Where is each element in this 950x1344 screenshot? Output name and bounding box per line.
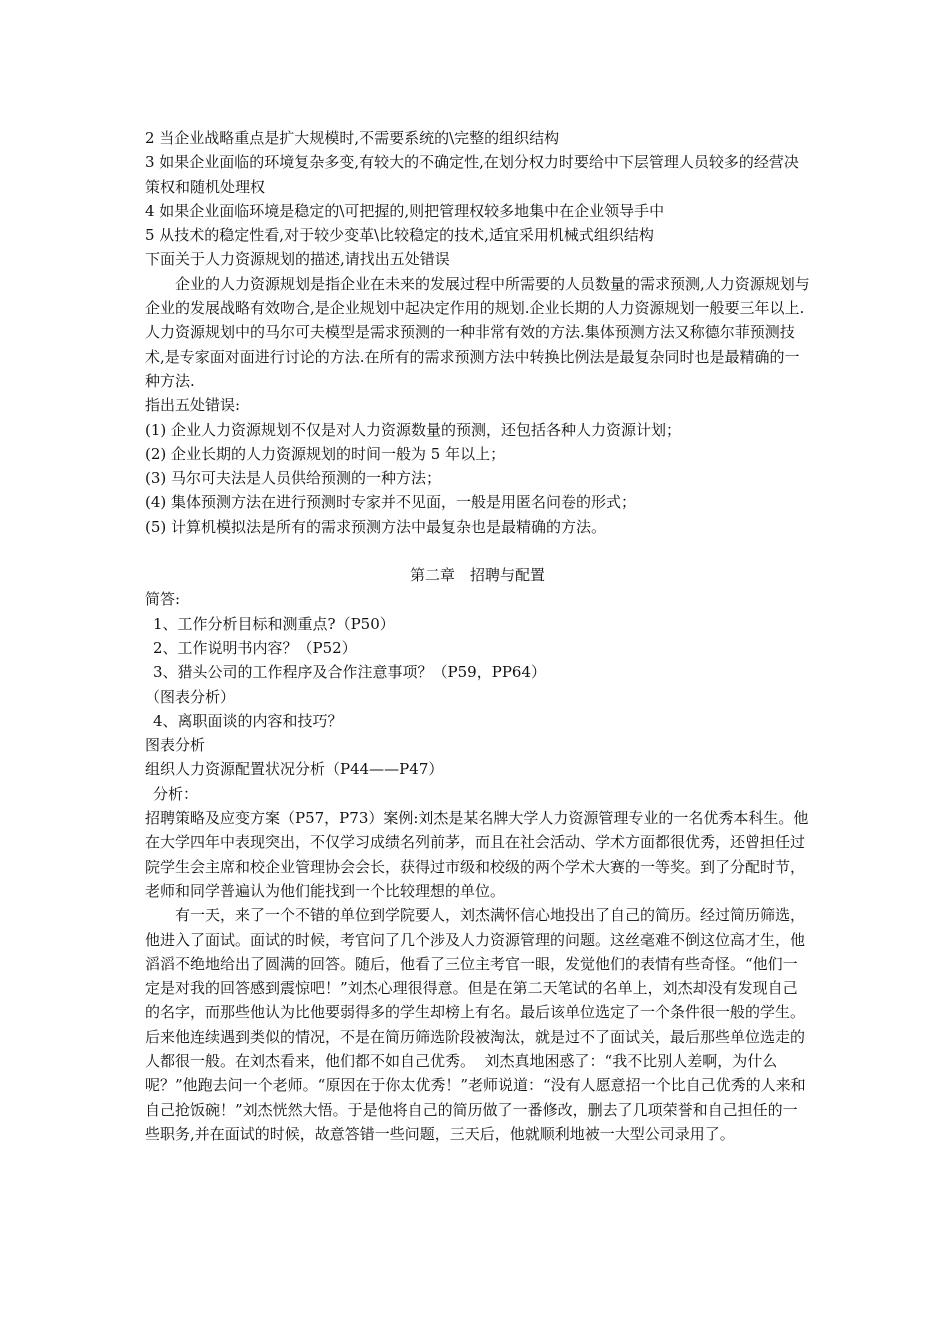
- answer-4: (4) 集体预测方法在进行预测时专家并不见面，一般是用匿名问卷的形式；: [145, 493, 637, 512]
- answer-5: (5) 计算机模拟法是所有的需求预测方法中最复杂也是最精确的方法。: [145, 517, 607, 536]
- org-structure-point-3: 3 如果企业面临的环境复杂多变,有较大的不确定性,在划分权力时要给中下层管理人员较多的经营决策权和随机处理权: [145, 153, 799, 196]
- short-answer-question-2: 2、工作说明书内容？（P52）: [153, 638, 357, 657]
- case-intro-paragraph: 招聘策略及应变方案（P57，P73）案例:刘杰是某名牌大学人力资源管理专业的一名优秀本科生。他在大学四年中表现突出，不仅学习成绩名列前茅，而且在社会活动、学术方面都很优秀，还曾担任过院学生会主席和校企业管理协会会长，获得过市级和校级的两个学术大赛的一等奖。到了分配时节，老师和同学普遍认为他们能找到一个比较理想的单位。: [145, 809, 809, 900]
- chart-analysis-note: （图表分析）: [145, 687, 236, 706]
- short-answer-question-1: 1、工作分析目标和测重点?（P50）: [153, 614, 395, 633]
- short-answer-question-4: 4、离职面谈的内容和技巧？: [153, 711, 343, 730]
- config-analysis-heading: 组织人力资源配置状况分析（P44——P47）: [145, 760, 444, 779]
- answer-3: (3) 马尔可夫法是人员供给预测的一种方法；: [145, 469, 442, 488]
- hr-planning-question: 下面关于人力资源规划的描述,请找出五处错误: [145, 250, 450, 269]
- org-structure-point-5: 5 从技术的稳定性看,对于较少变革\比较稳定的技术,适宜采用机械式组织结构: [145, 226, 654, 245]
- answer-heading: 指出五处错误:: [145, 396, 241, 415]
- org-structure-point-2: 2 当企业战略重点是扩大规模时,不需要系统的\完整的组织结构: [145, 129, 560, 147]
- answer-2: (2) 企业长期的人力资源规划的时间一般为 5 年以上；: [145, 444, 506, 463]
- chapter-title: 第二章 招聘与配置: [409, 566, 545, 585]
- hr-planning-passage: 企业的人力资源规划是指企业在未来的发展过程中所需要的人员数量的需求预测,人力资源规划与企业的发展战略有效吻合,是企业规划中起决定作用的规划.企业长期的人力资源规划一般要三年以上.人力资源规划中的马尔可夫模型是需求预测的一种非常有效的方法.集体预测方法又称德尔菲预测技术,是专家面对面进行讨论的方法.在所有的需求预测方法中转换比例法是最复杂同时也是最精确的一种方法.: [145, 274, 810, 390]
- short-answer-label: 简答:: [145, 590, 181, 609]
- org-structure-point-4: 4 如果企业面临环境是稳定的\可把握的,则把管理权较多地集中在企业领导手中: [145, 201, 665, 220]
- analysis-label: 分析：: [153, 784, 199, 803]
- document-page: [145, 126, 810, 1146]
- answer-1: (1) 企业人力资源规划不仅是对人力资源数量的预测，还包括各种人力资源计划；: [145, 420, 682, 439]
- case-body-paragraph: 有一天，来了一个不错的单位到学院要人，刘杰满怀信心地投出了自己的简历。经过简历筛选，他进入了面试。面试的时候，考官问了几个涉及人力资源管理的问题。这丝毫难不倒这位高才生，他滔滔不绝地给出了圆满的回答。随后，他看了三位主考官一眼，发觉他们的表情有些奇怪。“他们一定是对我的回答感到震惊吧！”刘杰心理很得意。但是在第二天笔试的名单上，刘杰却没有发现自己的名字，而那些他认为比他要弱得多的学生却榜上有名。最后该单位选定了一个条件很一般的学生。后来他连续遇到类似的情况，不是在简历筛选阶段被淘汰，就是过不了面试关，最后那些单位选走的人都很一般。在刘杰看来，他们都不如自己优秀。 刘杰真地困惑了：“我不比别人差啊，为什么呢？”他跑去问一个老师。“原因在于你太优秀！”老师说道：“没有人愿意招一个比自己优秀的人来和自己抢饭碗！”刘杰恍然大悟。于是他将自己的简历做了一番修改，删去了几项荣誉和自己担任的一些职务,并在面试的时候，故意答错一些问题，三天后，他就顺利地被一大型公司录用了。: [145, 906, 806, 1143]
- chart-analysis-label: 图表分析: [145, 736, 206, 755]
- short-answer-question-3: 3、猎头公司的工作程序及合作注意事项？（P59，PP64）: [153, 663, 546, 682]
